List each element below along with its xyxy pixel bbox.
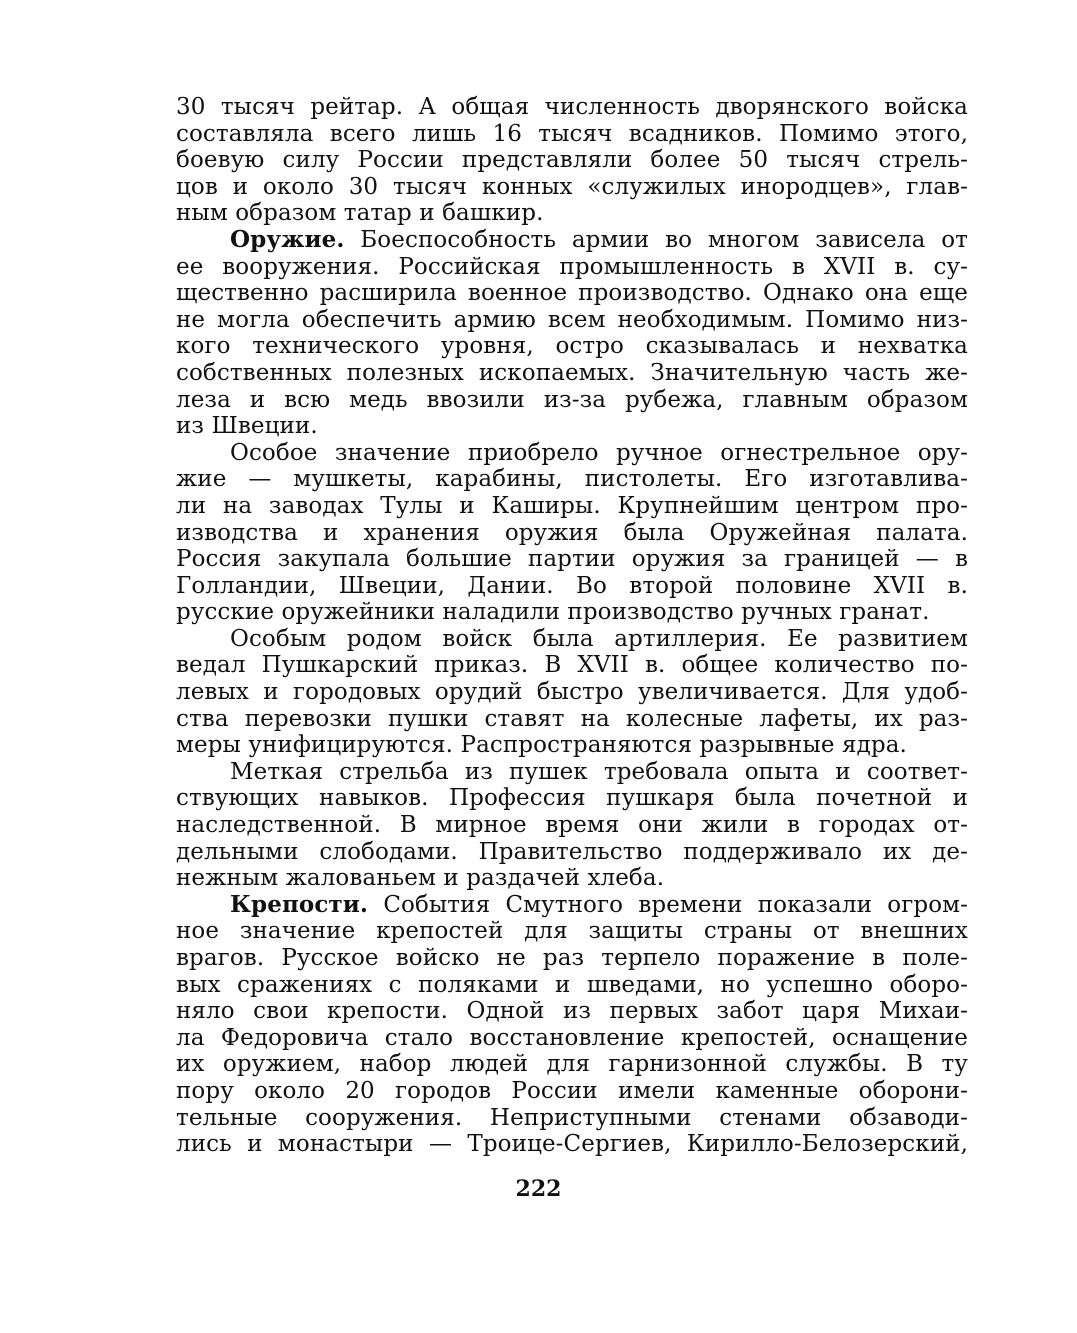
text-line: тельные сооружения. Неприступными стенами обзаводи- [176,1104,968,1131]
text-line: пору около 20 городов России имели каменные оборони- [176,1077,968,1104]
text-line: русские оружейники наладили производство ручных гранат. [176,599,930,626]
text-line: 30 тысяч рейтар. А общая численность дворянского войска [176,94,968,120]
paragraph [176,227,968,440]
paragraph [176,94,968,227]
text-line: Особое значение приобрело ручное огнестрельное ору- [230,439,968,466]
text-line: дельными слободами. Правительство поддерживало их де- [176,838,968,865]
text-line: ствующих навыков. Профессия пушкаря была почетной и [176,785,968,812]
text-line: из Швеции. [176,413,318,440]
text-line: наследственной. В мирное время они жили в городах от- [176,812,968,839]
text-line: ным образом татар и башкир. [176,200,544,227]
page-number: 222 [515,1176,562,1202]
text-line: ее вооружения. Российская промышленность в XVII в. су- [176,253,968,280]
text-line: их оружием, набор людей для гарнизонной службы. В ту [176,1051,968,1078]
text-line: левых и городовых орудий быстро увеличивается. Для удоб- [176,679,968,706]
text-line [176,892,968,919]
text-line: жие — мушкеты, карабины, пистолеты. Его изготавлива- [176,466,968,493]
text-line: боевую силу России представляли более 50 тысяч стрель- [176,147,968,174]
text-line: ли на заводах Тулы и Каширы. Крупнейшим центром про- [176,492,968,519]
text-line: щественно расширила военное производство. Однако она еще [176,280,968,307]
paragraph [176,759,968,892]
text-line: врагов. Русское войско не раз терпело поражение в поле- [176,945,968,971]
text-line: составляла всего лишь 16 тысяч всадников. Помимо этого, [176,120,968,147]
text-line: Голландии, Швеции, Дании. Во второй половине XVII в. [176,572,968,599]
text-line: вых сражениях с поляками и шведами, но успешно оборо- [176,971,968,998]
paragraph [176,892,968,1158]
text-run: События Смутного времени показали огром- [368,891,968,918]
text-line: леза и всю медь ввозили из-за рубежа, главным образом [176,386,968,413]
page-body [176,94,968,1158]
text-line: собственных полезных ископаемых. Значительную часть же- [176,359,968,386]
text-line: ное значение крепостей для защиты страны от внешних [176,918,968,945]
text-line: не могла обеспечить армию всем необходимым. Помимо низ- [176,306,968,333]
text-line: няло свои крепости. Одной из первых забот царя Михаи- [176,998,968,1025]
text-line: кого технического уровня, остро сказывалась и нехватка [176,333,968,360]
text-line: цов и около 30 тысяч конных «служилых инородцев», глав- [176,173,968,200]
text-line: ла Федоровича стало восстановление крепостей, оснащение [176,1024,968,1051]
text-line: ведал Пушкарский приказ. В XVII в. общее количество по- [176,652,968,679]
text-line: меры унифицируются. Распространяются разрывные ядра. [176,732,907,759]
section-heading: Крепости. [230,890,369,918]
text-run: Боеспособность армии во многом зависела от [344,226,968,253]
text-line [176,227,968,254]
text-line: ства перевозки пушки ставят на колесные лафеты, их раз- [176,705,968,732]
text-line: нежным жалованьем и раздачей хлеба. [176,865,665,892]
paragraph [176,440,968,626]
text-line: Россия закупала большие партии оружия за границей — в [176,546,968,573]
text-line: Меткая стрельба из пушек требовала опыта и соответ- [230,758,968,785]
text-line: Особым родом войск была артиллерия. Ее развитием [230,625,968,652]
text-line: изводства и хранения оружия была Оружейная палата. [176,519,968,546]
text-line: лись и монастыри — Троице-Сергиев, Кирилло-Белозерский, [176,1131,968,1158]
section-heading: Оружие. [230,225,345,253]
paragraph [176,626,968,759]
